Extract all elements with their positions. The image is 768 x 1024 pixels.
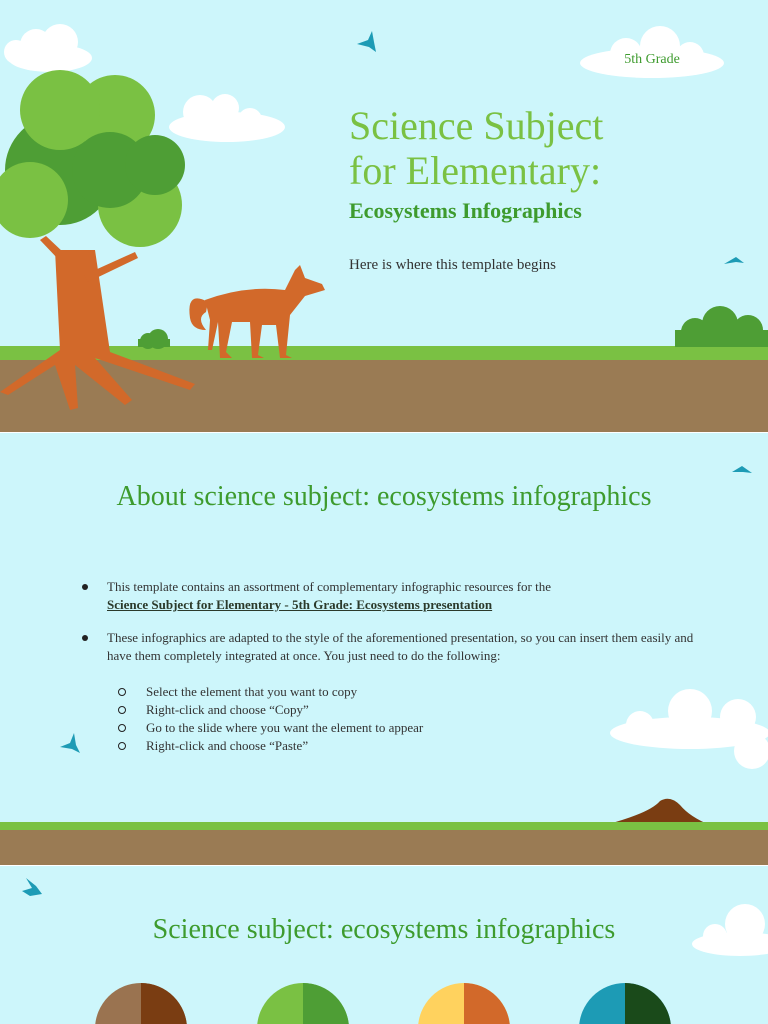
cloud-icon [169, 94, 285, 142]
page-subtitle: Ecosystems Infographics [349, 198, 582, 223]
section-title: About science subject: ecosystems infographics [116, 481, 652, 512]
pie-chart-slice [625, 983, 671, 1024]
soil [0, 830, 768, 865]
bush-icon [138, 329, 170, 349]
pie-chart-icon [418, 983, 510, 1024]
list-item-text: This template contains an assortment of complementary infographic resources for the [107, 579, 552, 594]
bird-icon [732, 466, 752, 473]
mound-icon [605, 799, 710, 825]
step-item: Right-click and choose “Paste” [144, 737, 700, 755]
cloud-icon [4, 24, 92, 72]
grass-strip [0, 822, 768, 830]
step-item: Select the element that you want to copy [144, 683, 700, 701]
pie-chart-slice [141, 983, 187, 1024]
presentation-link[interactable]: Science Subject for Elementary - 5th Grade: Ecosystems presentation [107, 597, 493, 612]
pie-chart-slice [303, 983, 349, 1024]
bush-icon [675, 306, 768, 347]
bird-icon [724, 257, 744, 264]
list-item [80, 578, 700, 614]
title-line-1: Science Subject [349, 103, 604, 148]
about-list [80, 578, 700, 770]
bird-icon [60, 733, 80, 753]
page-title [349, 103, 603, 193]
infographics-slide [0, 865, 768, 1024]
pie-chart-slice [464, 983, 510, 1024]
fox-icon [189, 265, 325, 358]
step-item: Right-click and choose “Copy” [144, 701, 700, 719]
about-slide [0, 432, 768, 865]
pie-chart-icon [257, 983, 349, 1024]
section-title: Science subject: ecosystems infographics [152, 914, 616, 945]
title-line-2: for Elementary: [349, 148, 602, 193]
tagline: Here is where this template begins [349, 257, 557, 273]
pie-chart-icon [579, 983, 671, 1024]
list-item [80, 629, 700, 755]
grade-label: 5th Grade [624, 52, 680, 67]
grade-badge [582, 40, 722, 78]
pie-chart-icon [95, 983, 187, 1024]
title-slide [0, 0, 768, 432]
step-item: Go to the slide where you want the element to appear [144, 719, 700, 737]
bird-icon [357, 31, 376, 52]
list-item-text: These infographics are adapted to the style of the aforementioned presentation, so you can insert them easily and have them completely integrated at once. You just need to do the following: [107, 630, 694, 663]
pie-chart-row [95, 983, 671, 1024]
bird-icon [22, 878, 42, 896]
steps-list [107, 683, 700, 755]
